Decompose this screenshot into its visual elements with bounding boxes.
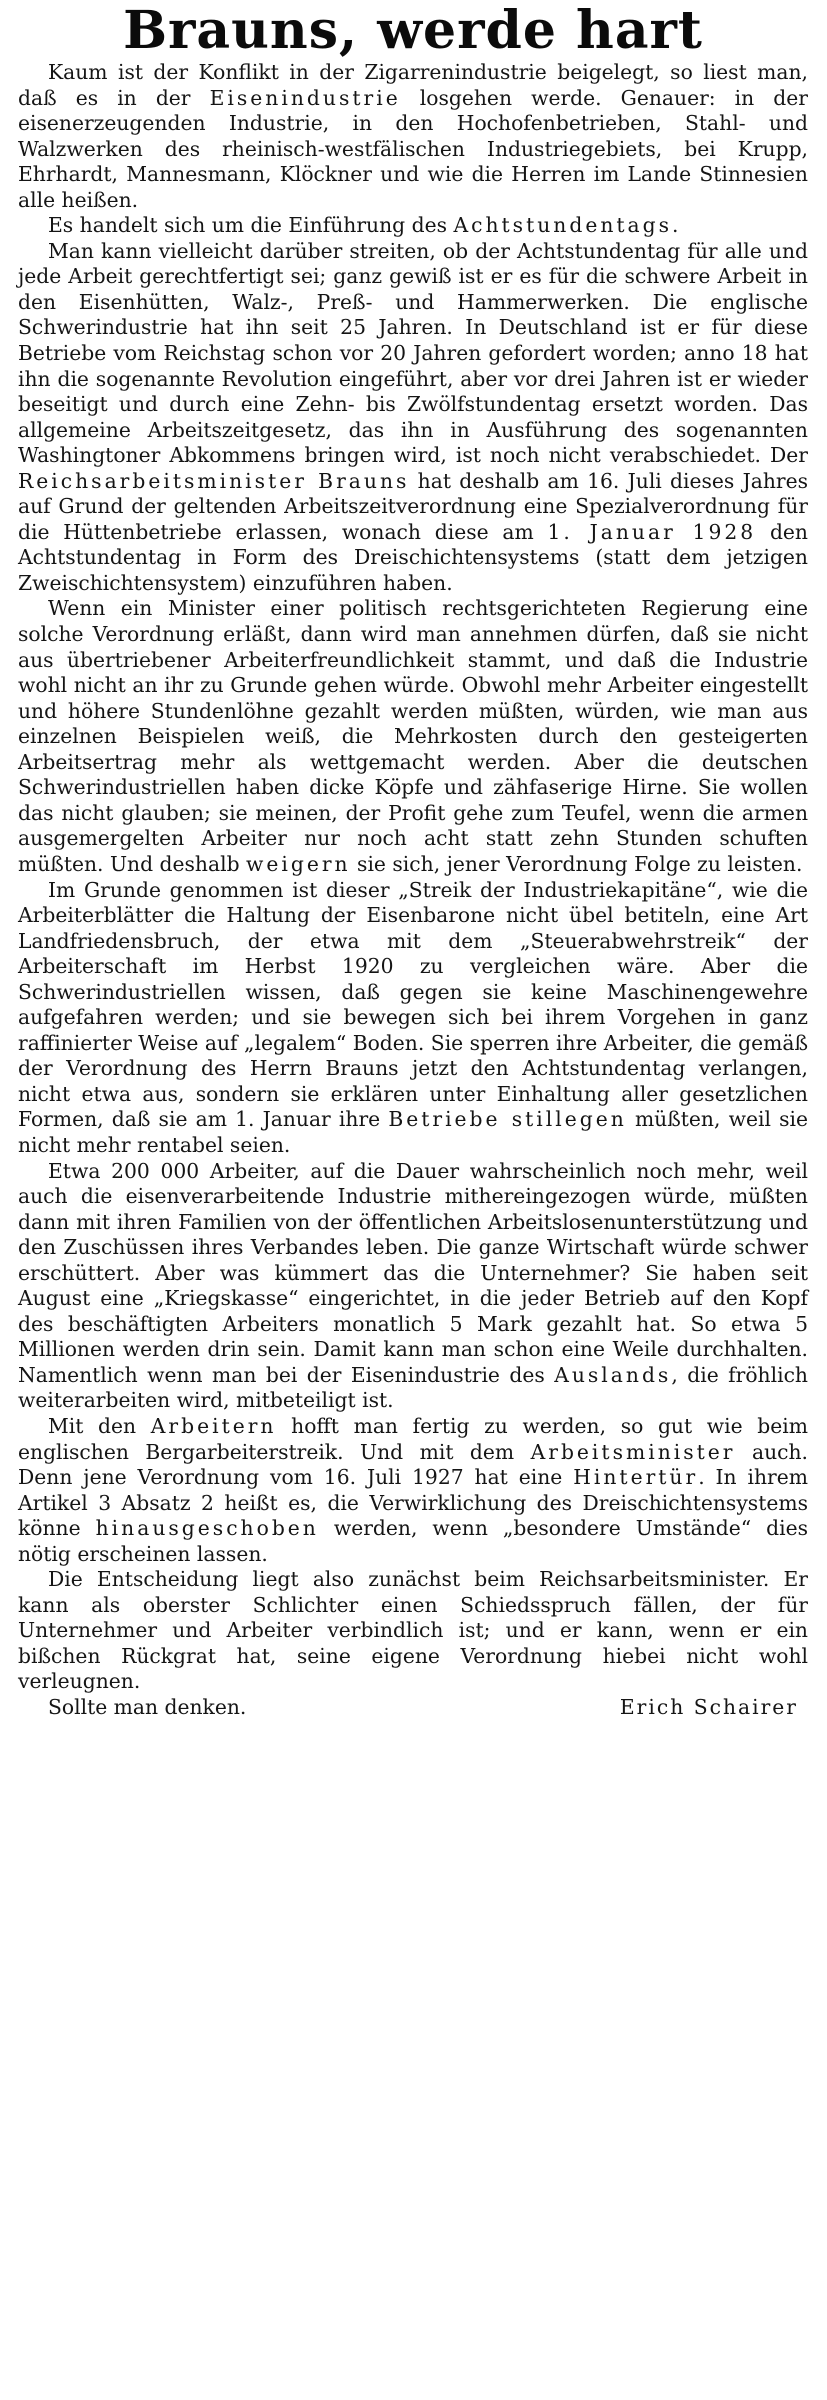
- text-run: sie sich, jener Verordnung Folge zu leisten.: [350, 851, 803, 876]
- text-run: losgehen werde. Genauer: in der eisenerzeugenden Industrie, in den Hochofenbetrieben, Stahl- und Walzwerken des rheinisch-westfälischen Industriegebiets, bei Krupp, Ehrhardt, Mannesmann, Klöckner und wie die Herren im Lande Stinnesien alle heißen.: [18, 85, 808, 212]
- emphasized-text: Betriebe stillegen: [388, 1107, 627, 1132]
- emphasized-text: Reichsarbeitsminister Brauns: [18, 468, 410, 493]
- emphasized-text: Hintertür: [573, 1465, 699, 1490]
- text-run: Kaum ist der Konflikt in der Zigarrenindustrie beigelegt, so liest man, daß es in der: [18, 60, 808, 110]
- text-run: müßten, weil sie nicht mehr rentabel seien.: [18, 1107, 808, 1157]
- paragraph: [18, 1414, 808, 1567]
- text-run: . In ihrem Artikel 3 Absatz 2 heißt es, die Verwirklichung des Dreischichtensystems könne: [18, 1465, 808, 1541]
- paragraph: [18, 1159, 808, 1414]
- text-run: den Achtstundentag in Form des Dreischichtensystems (statt dem jetzigen Zweischichtensystem) einzuführen haben.: [18, 519, 808, 595]
- text-run: auch. Denn jene Verordnung vom 16. Juli 1927 hat eine: [18, 1439, 808, 1490]
- text-run: .: [672, 213, 679, 238]
- paragraph: [18, 213, 808, 239]
- emphasized-text: Eisenindustrie: [209, 85, 401, 110]
- text-run: Etwa 200 000 Arbeiter, auf die Dauer wahrscheinlich noch mehr, weil auch die eisenverarbeitende Industrie mithereingezogen würde, müßten dann mit ihren Familien von der öffentlichen Arbeitslosenunterstützung und den Zuschüssen ihres Verbandes leben. Die ganze Wirtschaft würde schwer erschüttert. Aber was kümmert das die Unternehmer? Sie haben seit August eine „Kriegskasse“ eingerichtet, in die jeder Betrieb auf den Kopf des beschäftigten Arbeiters monatlich 5 Mark gezahlt hat. So etwa 5 Millionen werden drin sein. Damit kann man schon eine Weile durchhalten. Namentlich wenn man bei der Eisenindustrie des: [18, 1158, 808, 1387]
- emphasized-text: Achtstundentags: [453, 213, 673, 238]
- headline: Brauns, werde hart: [123, 0, 703, 61]
- emphasized-text: Arbeitsminister: [530, 1439, 736, 1464]
- paragraph: [18, 239, 808, 597]
- text-run: Es handelt sich um die Einführung des: [48, 213, 454, 238]
- text-run: Wenn ein Minister einer politisch rechtsgerichteten Regierung eine solche Verordnung erläßt, dann wird man annehmen dürfen, daß sie nicht aus übertriebener Arbeiterfreundlichkeit stammt, und daß die Industrie wohl nicht an ihr zu Grunde gehen würde. Obwohl mehr Arbeiter eingestellt und höhere Stundenlöhne gezahlt werden müßten, würden, wie man aus einzelnen Beispielen weiß, die Mehrkosten durch den gesteigerten Arbeitsertrag mehr als wettgemacht werden. Aber die deutschen Schwerindustriellen haben dicke Köpfe und zähfaserige Hirne. Sie wollen das nicht glauben; sie meinen, der Profit gehe zum Teufel, wenn die armen ausgemergelten Arbeiter nur noch acht statt zehn Stunden schuften müßten. Und deshalb: [18, 596, 808, 876]
- text-run: , die fröhlich weiterarbeiten wird, mitbeteiligt ist.: [18, 1362, 808, 1413]
- text-run: hat deshalb am 16. Juli dieses Jahres auf Grund der geltenden Arbeitszeitverordnung eine Spezialverordnung für die Hüttenbetriebe erlassen, wonach diese am: [18, 468, 808, 544]
- article-closing: [18, 1695, 808, 1721]
- article-body: [18, 60, 808, 1695]
- text-run: Mit den: [48, 1413, 151, 1438]
- emphasized-text: Arbeitern: [150, 1413, 277, 1438]
- emphasized-text: weigern: [246, 851, 351, 876]
- paragraph: [18, 878, 808, 1159]
- paragraph: [18, 596, 808, 877]
- article: [18, 0, 808, 2400]
- closing-line: Sollte man denken.: [48, 1695, 247, 1719]
- text-run: Man kann vielleicht darüber streiten, ob der Achtstundentag für alle und jede Arbeit gerechtfertigt sei; ganz gewiß ist er es für die schwere Arbeit in den Eisenhütten, Walz-, Preß- und Hammerwerken. Die englische Schwerindustrie hat ihn seit 25 Jahren. In Deutschland ist er für diese Betriebe vom Reichstag schon vor 20 Jahren gefordert worden; anno 18 hat ihn die sogenannte Revolution eingeführt, aber vor drei Jahren ist er wieder beseitigt und durch eine Zehn- bis Zwölfstundentag ersetzt worden. Das allgemeine Arbeitszeitgesetz, das ihn in Ausführung des sogenannten Washingtoner Abkommens bringen wird, ist noch nicht verabschiedet. Der: [18, 238, 808, 468]
- text-run: hofft man fertig zu werden, so gut wie beim englischen Bergarbeiterstreik. Und mit dem: [18, 1413, 808, 1464]
- text-run: Im Grunde genommen ist dieser „Streik der Industriekapitäne“, wie die Arbeiterblätter die Haltung der Eisenbarone nicht übel betiteln, eine Art Landfriedensbruch, der etwa mit dem „Steuerabwehrstreik“ der Arbeiterschaft im Herbst 1920 zu vergleichen wäre. Aber die Schwerindustriellen wissen, daß gegen sie keine Maschinengewehre aufgefahren werden; und sie bewegen sich bei ihrem Vorgehen in ganz raffinierter Weise auf „legalem“ Boden. Sie sperren ihre Arbeiter, die gemäß der Verordnung des Herrn Brauns jetzt den Achtstundentag verlangen, nicht etwa aus, sondern sie erklären unter Einhaltung aller gesetzlichen Formen, daß sie am 1. Januar ihre: [18, 877, 808, 1132]
- emphasized-text: 1. Januar 1928: [547, 519, 757, 544]
- paragraph: [18, 60, 808, 213]
- emphasized-text: hinausgeschoben: [95, 1516, 319, 1541]
- paragraph: [18, 1567, 808, 1695]
- text-run: Die Entscheidung liegt also zunächst beim Reichsarbeitsminister. Er kann als oberster Schlichter einen Schiedsspruch fällen, der für Unternehmer und Arbeiter verbindlich ist; und er kann, wenn er ein bißchen Rückgrat hat, seine eigene Verordnung hiebei nicht wohl verleugnen.: [18, 1567, 808, 1694]
- emphasized-text: Auslands: [554, 1362, 672, 1387]
- author-signature: Erich Schairer: [619, 1695, 798, 1719]
- text-run: werden, wenn „besondere Umstände“ dies nötig erscheinen lassen.: [18, 1516, 808, 1566]
